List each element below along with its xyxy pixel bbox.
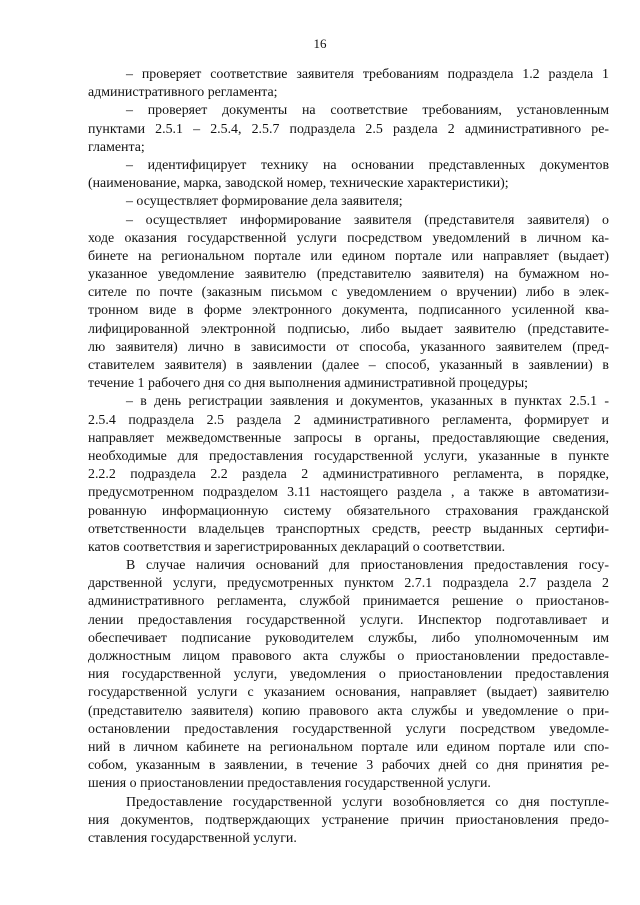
paragraph-inform-applicant bbox=[88, 212, 609, 394]
text-line: ходе оказания государственной услуги посредством уведомлений в личном ка- bbox=[88, 230, 609, 246]
text-line: направляет межведомственные запросы в органы, предоставляющие сведения, bbox=[88, 430, 609, 446]
page-number: 16 bbox=[313, 36, 327, 51]
text-line: ставителем заявителя) в заявлении (далее – способ, указанный в заявлении) в bbox=[88, 358, 609, 373]
paragraph-check-applicant bbox=[88, 66, 609, 102]
text-line: Предоставление государственной услуги возобновляется со дня поступле- bbox=[126, 794, 609, 810]
text-line: предусмотренном подразделом 3.11 настоящего раздела , а также в автоматизи- bbox=[88, 485, 609, 501]
text-line: лю заявителя) лично в зависимости от способа, указанного заявителем (пред- bbox=[88, 339, 609, 355]
text-line: необходимые для предоставления государственной услуги, указанные в пункте bbox=[88, 448, 609, 464]
text-line: ний в личном кабинете на региональном портале или едином портале или спо- bbox=[88, 739, 609, 755]
text-line: дарственной услуги, предусмотренных пунктом 2.7.1 подраздела 2.7 раздела 2 bbox=[88, 576, 609, 592]
text-line: пунктами 2.5.1 – 2.5.4, 2.5.7 подраздела 2.5 раздела 2 административного ре- bbox=[88, 121, 609, 137]
text-line: течение 1 рабочего дня со дня выполнения административной процедуры; bbox=[88, 376, 529, 392]
text-line: (наименование, марка, заводской номер, технические характеристики); bbox=[88, 176, 509, 192]
text-line: – осуществляет формирование дела заявителя; bbox=[126, 194, 403, 210]
document-body bbox=[88, 66, 609, 848]
text-line: указанное уведомление заявителю (представителю заявителя) на бумажном но- bbox=[88, 267, 609, 283]
text-line: собом, указанным в заявлении, в течение 3 рабочих дней со дня принятия ре- bbox=[88, 758, 609, 774]
text-line: сителе по почте (заказным письмом с уведомлением о вручении) либо в элек- bbox=[88, 285, 609, 301]
text-line: административного регламента, службой принимается решение о приостанов- bbox=[88, 594, 609, 610]
text-line: ответственности владельцев транспортных средств, реестр выданных сертифи- bbox=[88, 521, 609, 537]
paragraph-form-case bbox=[88, 193, 609, 211]
text-line: катов соответствия и зарегистрированных деклараций о соответствии. bbox=[88, 539, 506, 555]
text-line: рованную информационную систему обязательного страхования гражданской bbox=[88, 503, 609, 519]
text-line: – в день регистрации заявления и документов, указанных в пунктах 2.5.1 - bbox=[126, 394, 609, 410]
text-line: – проверяет документы на соответствие требованиям, установленным bbox=[126, 103, 609, 119]
paragraph-resumption bbox=[88, 794, 609, 849]
text-line: шения о приостановлении предоставления государственной услуги. bbox=[88, 776, 491, 792]
text-line: ния документов, подтверждающих устранение причин приостановления предо- bbox=[88, 812, 609, 828]
text-line: ния государственной услуги, уведомления о приостановлении предоставления bbox=[88, 667, 609, 683]
text-line: – осуществляет информирование заявителя (представителя заявителя) о bbox=[126, 212, 609, 228]
text-line: тронном виде в форме электронного документа, подписанного усиленной ква- bbox=[88, 303, 609, 319]
text-line: ставления государственной услуги. bbox=[88, 830, 297, 846]
text-line: лифицированной электронной подписью, либо выдает заявителю (представите- bbox=[88, 321, 609, 337]
text-line: гламента; bbox=[88, 139, 145, 155]
paragraph-suspension bbox=[88, 557, 609, 793]
text-line: остановлении предоставления государственной услуги посредством уведомле- bbox=[88, 721, 609, 737]
text-line: 2.5.4 подраздела 2.5 раздела 2 административного регламента, формирует и bbox=[88, 412, 609, 428]
text-line: – проверяет соответствие заявителя требованиям подраздела 1.2 раздела 1 bbox=[126, 67, 609, 82]
text-line: В случае наличия оснований для приостановления предоставления госу- bbox=[126, 558, 609, 574]
paragraph-identify-equipment bbox=[88, 157, 609, 193]
text-line: административного регламента; bbox=[88, 85, 278, 101]
text-line: (представителю заявителя) копию правового акта службы и уведомление о при- bbox=[88, 703, 609, 719]
text-line: обеспечивает подписание руководителем службы, либо уполномоченным им bbox=[88, 630, 609, 646]
text-line: бинете на региональном портале или едином портале или направляет (выдает) bbox=[88, 248, 609, 264]
text-line: должностным лицом правового акта службы о приостановлении предоставле- bbox=[88, 649, 609, 664]
text-line: государственной услуги с указанием основания, направляет (выдает) заявителю bbox=[88, 685, 609, 701]
text-line: 2.2.2 подраздела 2.2 раздела 2 административного регламента, в порядке, bbox=[88, 467, 609, 483]
paragraph-interagency-requests bbox=[88, 393, 609, 557]
text-line: лении предоставления государственной услуги. Инспектор подготавливает и bbox=[88, 612, 609, 628]
text-line: – идентифицирует технику на основании представленных документов bbox=[126, 157, 609, 173]
paragraph-check-documents bbox=[88, 102, 609, 157]
